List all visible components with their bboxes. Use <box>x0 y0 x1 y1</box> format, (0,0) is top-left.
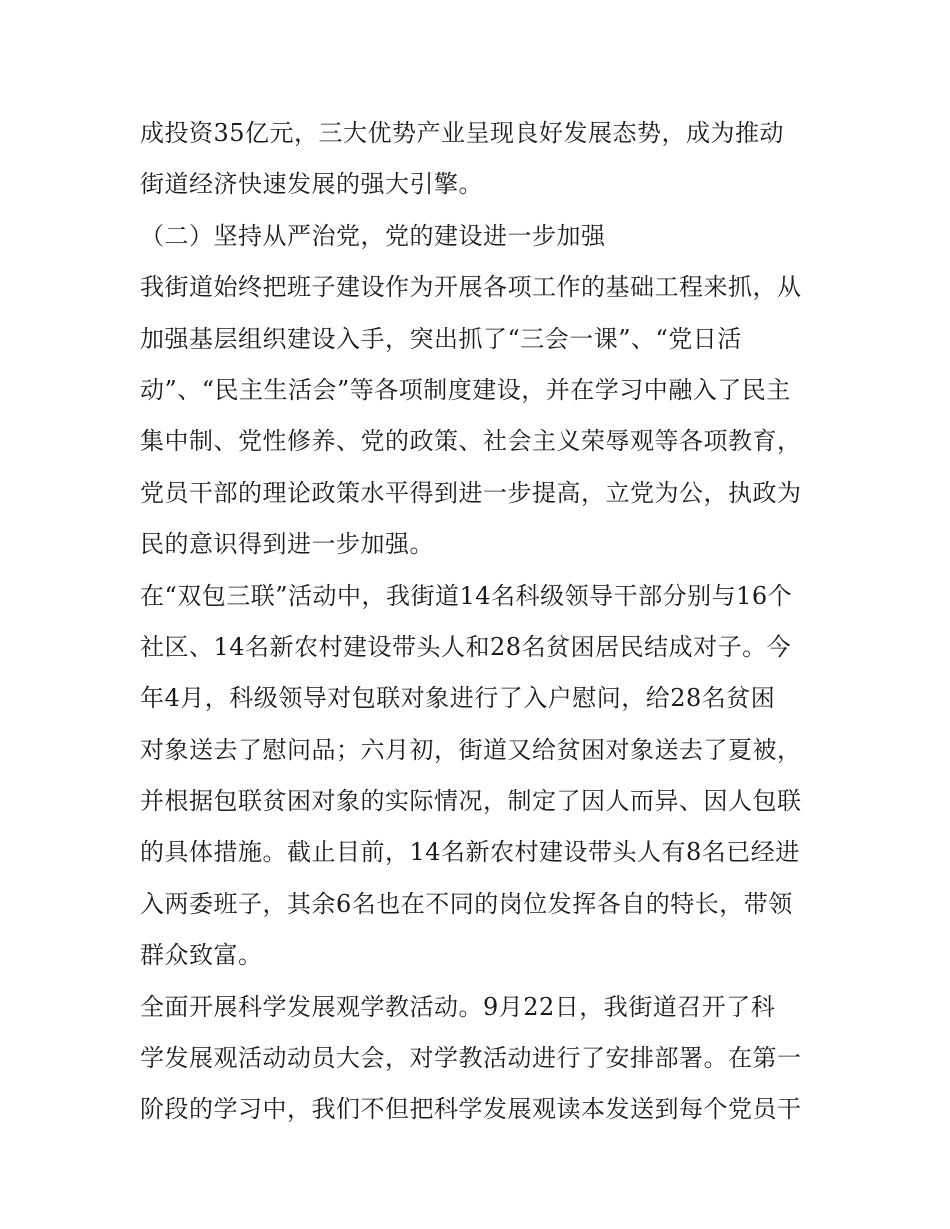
text-line: 党员干部的理论政策水平得到进一步提高，立党为公，执政为 <box>140 478 802 507</box>
body-text <box>140 108 820 1136</box>
text-line: 群众致富。 <box>140 941 263 970</box>
text-line: 全面开展科学发展观学教活动。9月22日，我街道召开了科 <box>140 992 776 1021</box>
text-line: 年4月，科级领导对包联对象进行了入户慰问，给28名贫困 <box>140 684 776 713</box>
text-line: 入两委班子，其余6名也在不同的岗位发挥各自的特长，带领 <box>140 889 793 918</box>
text-line: 成投资35亿元，三大优势产业呈现良好发展态势，成为推动 <box>140 119 785 147</box>
text-line: 阶段的学习中，我们不但把科学发展观读本发送到每个党员干 <box>140 1095 802 1124</box>
text-line: 并根据包联贫困对象的实际情况，制定了因人而异、因人包联 <box>140 787 802 816</box>
text-line: 社区、14名新农村建设带头人和28名贫困居民结成对子。今 <box>140 632 792 661</box>
text-line: 集中制、党性修养、党的政策、社会主义荣辱观等各项教育， <box>140 427 802 456</box>
text-line: 在“双包三联”活动中，我街道14名科级领导干部分别与16个 <box>140 581 793 610</box>
section-heading: （二）坚持从严治党，党的建设进一步加强 <box>140 221 606 250</box>
text-line: 加强基层组织建设入手，突出抓了“三会一课”、“党日活 <box>140 324 742 353</box>
text-line: 街道经济快速发展的强大引擎。 <box>140 170 483 199</box>
text-line: 动”、“民主生活会”等各项制度建设，并在学习中融入了民主 <box>140 375 791 404</box>
text-line: 的具体措施。截止目前，14名新农村建设带头人有8名已经进 <box>140 838 800 867</box>
text-line: 我街道始终把班子建设作为开展各项工作的基础工程来抓，从 <box>140 273 802 302</box>
text-line: 对象送去了慰问品；六月初，街道又给贫困对象送去了夏被， <box>140 735 802 764</box>
text-line: 学发展观活动动员大会，对学教活动进行了安排部署。在第一 <box>140 1044 802 1073</box>
text-line: 民的意识得到进一步加强。 <box>140 530 434 559</box>
